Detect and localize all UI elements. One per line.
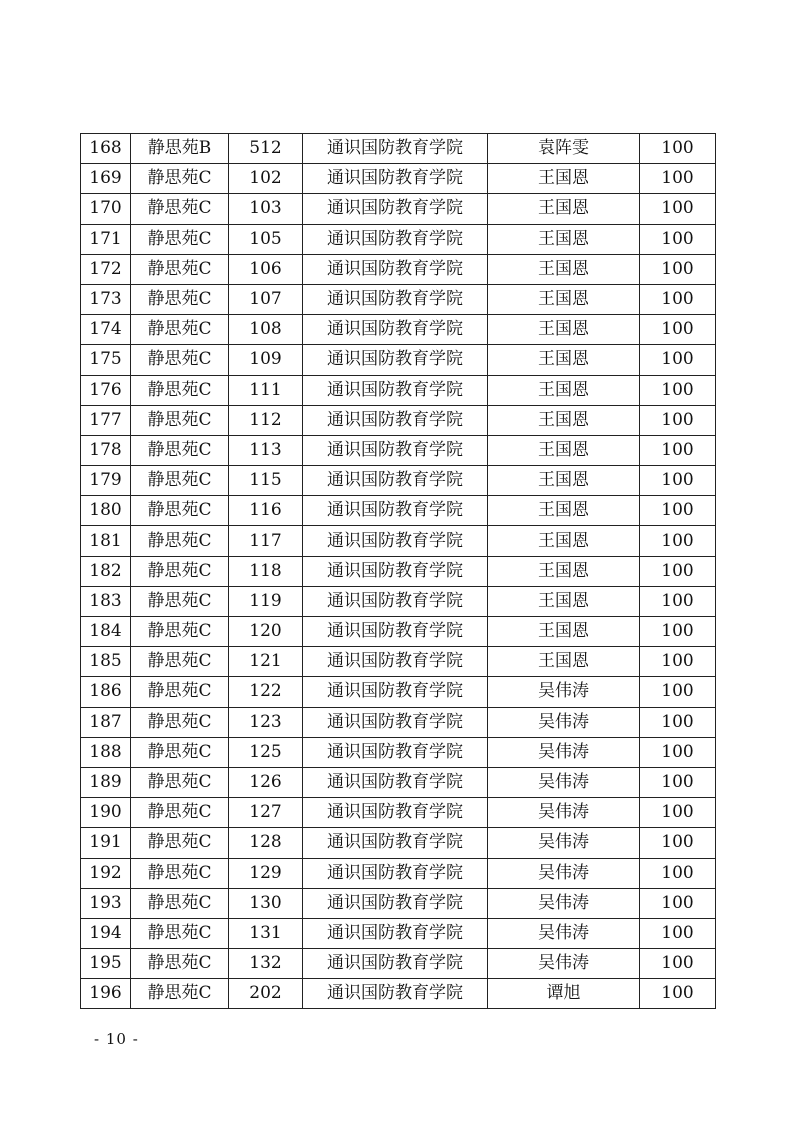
- college-cell: 通识国防教育学院: [303, 134, 488, 164]
- name-cell: 王国恩: [488, 617, 640, 647]
- building-cell: 静思苑C: [131, 224, 229, 254]
- building-cell: 静思苑C: [131, 617, 229, 647]
- table-row: [81, 617, 716, 647]
- row-index-cell: 194: [81, 918, 131, 948]
- college-cell: 通识国防教育学院: [303, 194, 488, 224]
- college-cell: 通识国防教育学院: [303, 556, 488, 586]
- college-cell: 通识国防教育学院: [303, 949, 488, 979]
- room-cell: 121: [229, 647, 303, 677]
- building-cell: 静思苑C: [131, 345, 229, 375]
- table-row: [81, 798, 716, 828]
- row-index-cell: 190: [81, 798, 131, 828]
- score-cell: 100: [640, 496, 716, 526]
- name-cell: 王国恩: [488, 586, 640, 616]
- score-cell: 100: [640, 707, 716, 737]
- name-cell: 王国恩: [488, 435, 640, 465]
- row-index-cell: 193: [81, 888, 131, 918]
- building-cell: 静思苑C: [131, 737, 229, 767]
- score-cell: 100: [640, 858, 716, 888]
- building-cell: 静思苑C: [131, 435, 229, 465]
- name-cell: 王国恩: [488, 375, 640, 405]
- name-cell: 吴伟涛: [488, 737, 640, 767]
- college-cell: 通识国防教育学院: [303, 284, 488, 314]
- row-index-cell: 196: [81, 979, 131, 1009]
- college-cell: 通识国防教育学院: [303, 677, 488, 707]
- row-index-cell: 175: [81, 345, 131, 375]
- score-table: [80, 133, 716, 1009]
- name-cell: 吴伟涛: [488, 888, 640, 918]
- table-row: [81, 828, 716, 858]
- score-cell: 100: [640, 647, 716, 677]
- name-cell: 吴伟涛: [488, 677, 640, 707]
- row-index-cell: 168: [81, 134, 131, 164]
- building-cell: 静思苑C: [131, 526, 229, 556]
- name-cell: 王国恩: [488, 647, 640, 677]
- name-cell: 吴伟涛: [488, 767, 640, 797]
- building-cell: 静思苑C: [131, 194, 229, 224]
- room-cell: 107: [229, 284, 303, 314]
- name-cell: 吴伟涛: [488, 828, 640, 858]
- name-cell: 吴伟涛: [488, 798, 640, 828]
- room-cell: 202: [229, 979, 303, 1009]
- table-row: [81, 435, 716, 465]
- room-cell: 128: [229, 828, 303, 858]
- score-cell: 100: [640, 405, 716, 435]
- college-cell: 通识国防教育学院: [303, 647, 488, 677]
- table-body: [81, 134, 716, 1009]
- college-cell: 通识国防教育学院: [303, 858, 488, 888]
- table-row: [81, 254, 716, 284]
- college-cell: 通识国防教育学院: [303, 345, 488, 375]
- score-cell: 100: [640, 828, 716, 858]
- score-cell: 100: [640, 375, 716, 405]
- row-index-cell: 180: [81, 496, 131, 526]
- row-index-cell: 188: [81, 737, 131, 767]
- building-cell: 静思苑C: [131, 949, 229, 979]
- college-cell: 通识国防教育学院: [303, 767, 488, 797]
- row-index-cell: 178: [81, 435, 131, 465]
- room-cell: 116: [229, 496, 303, 526]
- building-cell: 静思苑C: [131, 647, 229, 677]
- table-row: [81, 375, 716, 405]
- building-cell: 静思苑C: [131, 888, 229, 918]
- building-cell: 静思苑C: [131, 828, 229, 858]
- row-index-cell: 171: [81, 224, 131, 254]
- college-cell: 通识国防教育学院: [303, 798, 488, 828]
- score-cell: 100: [640, 345, 716, 375]
- row-index-cell: 185: [81, 647, 131, 677]
- building-cell: 静思苑C: [131, 284, 229, 314]
- table-row: [81, 888, 716, 918]
- room-cell: 119: [229, 586, 303, 616]
- college-cell: 通识国防教育学院: [303, 586, 488, 616]
- row-index-cell: 191: [81, 828, 131, 858]
- name-cell: 王国恩: [488, 315, 640, 345]
- building-cell: 静思苑C: [131, 586, 229, 616]
- table-row: [81, 345, 716, 375]
- name-cell: 谭旭: [488, 979, 640, 1009]
- room-cell: 122: [229, 677, 303, 707]
- name-cell: 王国恩: [488, 284, 640, 314]
- row-index-cell: 184: [81, 617, 131, 647]
- row-index-cell: 170: [81, 194, 131, 224]
- name-cell: 吴伟涛: [488, 707, 640, 737]
- row-index-cell: 177: [81, 405, 131, 435]
- room-cell: 102: [229, 164, 303, 194]
- score-cell: 100: [640, 224, 716, 254]
- score-cell: 100: [640, 315, 716, 345]
- room-cell: 125: [229, 737, 303, 767]
- college-cell: 通识国防教育学院: [303, 375, 488, 405]
- building-cell: 静思苑C: [131, 767, 229, 797]
- table-row: [81, 767, 716, 797]
- room-cell: 105: [229, 224, 303, 254]
- table-row: [81, 858, 716, 888]
- building-cell: 静思苑C: [131, 979, 229, 1009]
- name-cell: 吴伟涛: [488, 858, 640, 888]
- table-row: [81, 405, 716, 435]
- score-cell: 100: [640, 617, 716, 647]
- room-cell: 118: [229, 556, 303, 586]
- room-cell: 123: [229, 707, 303, 737]
- name-cell: 王国恩: [488, 405, 640, 435]
- row-index-cell: 174: [81, 315, 131, 345]
- score-cell: 100: [640, 737, 716, 767]
- college-cell: 通识国防教育学院: [303, 828, 488, 858]
- name-cell: 吴伟涛: [488, 949, 640, 979]
- table-row: [81, 134, 716, 164]
- row-index-cell: 179: [81, 466, 131, 496]
- college-cell: 通识国防教育学院: [303, 526, 488, 556]
- table-row: [81, 194, 716, 224]
- score-cell: 100: [640, 134, 716, 164]
- college-cell: 通识国防教育学院: [303, 888, 488, 918]
- row-index-cell: 195: [81, 949, 131, 979]
- room-cell: 115: [229, 466, 303, 496]
- room-cell: 106: [229, 254, 303, 284]
- score-cell: 100: [640, 888, 716, 918]
- college-cell: 通识国防教育学院: [303, 435, 488, 465]
- row-index-cell: 182: [81, 556, 131, 586]
- college-cell: 通识国防教育学院: [303, 617, 488, 647]
- building-cell: 静思苑C: [131, 707, 229, 737]
- room-cell: 113: [229, 435, 303, 465]
- room-cell: 108: [229, 315, 303, 345]
- row-index-cell: 186: [81, 677, 131, 707]
- building-cell: 静思苑C: [131, 496, 229, 526]
- room-cell: 112: [229, 405, 303, 435]
- name-cell: 袁阵雯: [488, 134, 640, 164]
- building-cell: 静思苑C: [131, 405, 229, 435]
- room-cell: 129: [229, 858, 303, 888]
- table-row: [81, 164, 716, 194]
- table-row: [81, 315, 716, 345]
- row-index-cell: 172: [81, 254, 131, 284]
- table-row: [81, 918, 716, 948]
- room-cell: 512: [229, 134, 303, 164]
- building-cell: 静思苑C: [131, 466, 229, 496]
- score-cell: 100: [640, 526, 716, 556]
- college-cell: 通识国防教育学院: [303, 466, 488, 496]
- score-cell: 100: [640, 979, 716, 1009]
- row-index-cell: 176: [81, 375, 131, 405]
- room-cell: 111: [229, 375, 303, 405]
- row-index-cell: 187: [81, 707, 131, 737]
- score-cell: 100: [640, 677, 716, 707]
- room-cell: 132: [229, 949, 303, 979]
- table-row: [81, 284, 716, 314]
- table-row: [81, 707, 716, 737]
- college-cell: 通识国防教育学院: [303, 918, 488, 948]
- room-cell: 127: [229, 798, 303, 828]
- college-cell: 通识国防教育学院: [303, 405, 488, 435]
- score-cell: 100: [640, 798, 716, 828]
- table-row: [81, 647, 716, 677]
- table-row: [81, 466, 716, 496]
- name-cell: 王国恩: [488, 526, 640, 556]
- table-row: [81, 737, 716, 767]
- building-cell: 静思苑C: [131, 677, 229, 707]
- room-cell: 131: [229, 918, 303, 948]
- row-index-cell: 181: [81, 526, 131, 556]
- name-cell: 吴伟涛: [488, 918, 640, 948]
- score-cell: 100: [640, 949, 716, 979]
- table-row: [81, 979, 716, 1009]
- name-cell: 王国恩: [488, 345, 640, 375]
- college-cell: 通识国防教育学院: [303, 496, 488, 526]
- table-row: [81, 526, 716, 556]
- name-cell: 王国恩: [488, 194, 640, 224]
- college-cell: 通识国防教育学院: [303, 979, 488, 1009]
- row-index-cell: 183: [81, 586, 131, 616]
- score-cell: 100: [640, 466, 716, 496]
- room-cell: 109: [229, 345, 303, 375]
- building-cell: 静思苑C: [131, 315, 229, 345]
- score-cell: 100: [640, 284, 716, 314]
- table-row: [81, 556, 716, 586]
- building-cell: 静思苑B: [131, 134, 229, 164]
- score-cell: 100: [640, 194, 716, 224]
- room-cell: 103: [229, 194, 303, 224]
- page-number: - 10 -: [94, 1030, 139, 1048]
- building-cell: 静思苑C: [131, 918, 229, 948]
- row-index-cell: 189: [81, 767, 131, 797]
- building-cell: 静思苑C: [131, 164, 229, 194]
- building-cell: 静思苑C: [131, 254, 229, 284]
- college-cell: 通识国防教育学院: [303, 707, 488, 737]
- row-index-cell: 173: [81, 284, 131, 314]
- name-cell: 王国恩: [488, 466, 640, 496]
- room-cell: 126: [229, 767, 303, 797]
- college-cell: 通识国防教育学院: [303, 164, 488, 194]
- name-cell: 王国恩: [488, 556, 640, 586]
- name-cell: 王国恩: [488, 224, 640, 254]
- name-cell: 王国恩: [488, 496, 640, 526]
- score-cell: 100: [640, 556, 716, 586]
- score-cell: 100: [640, 767, 716, 797]
- score-cell: 100: [640, 918, 716, 948]
- table-row: [81, 586, 716, 616]
- building-cell: 静思苑C: [131, 375, 229, 405]
- row-index-cell: 169: [81, 164, 131, 194]
- college-cell: 通识国防教育学院: [303, 737, 488, 767]
- room-cell: 120: [229, 617, 303, 647]
- college-cell: 通识国防教育学院: [303, 315, 488, 345]
- row-index-cell: 192: [81, 858, 131, 888]
- building-cell: 静思苑C: [131, 858, 229, 888]
- room-cell: 130: [229, 888, 303, 918]
- table-row: [81, 496, 716, 526]
- table-row: [81, 677, 716, 707]
- college-cell: 通识国防教育学院: [303, 254, 488, 284]
- score-cell: 100: [640, 586, 716, 616]
- college-cell: 通识国防教育学院: [303, 224, 488, 254]
- score-cell: 100: [640, 254, 716, 284]
- building-cell: 静思苑C: [131, 556, 229, 586]
- name-cell: 王国恩: [488, 254, 640, 284]
- building-cell: 静思苑C: [131, 798, 229, 828]
- table-row: [81, 224, 716, 254]
- score-cell: 100: [640, 435, 716, 465]
- score-cell: 100: [640, 164, 716, 194]
- table-row: [81, 949, 716, 979]
- name-cell: 王国恩: [488, 164, 640, 194]
- room-cell: 117: [229, 526, 303, 556]
